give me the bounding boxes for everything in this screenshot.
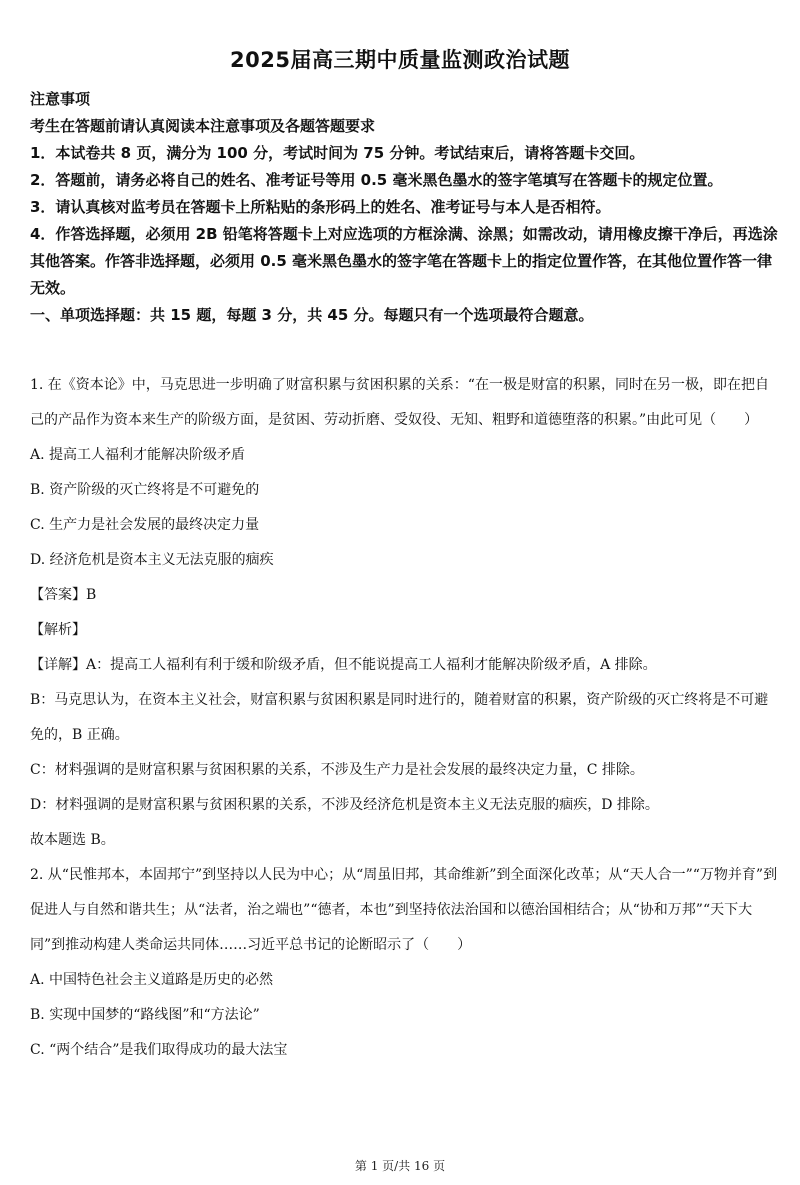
question-2-option-c: C. “两个结合”是我们取得成功的最大法宝 [30, 1042, 288, 1058]
question-1-explanation-b: B：马克思认为，在资本主义社会，财富积累与贫困积累是同时进行的，随着财富的积累，资产阶级的灭亡终将是不可避免的，B 正确。 [30, 692, 769, 743]
question-1-option-c: C. 生产力是社会发展的最终决定力量 [30, 517, 260, 533]
question-2-option-a: A. 中国特色社会主义道路是历史的必然 [30, 972, 274, 988]
notice-item-1: 1．本试卷共 8 页，满分为 100 分，考试时间为 75 分钟。考试结束后，请将答题卡交回。 [30, 144, 645, 162]
page-footer: 第 1 页/共 16 页 [354, 1159, 446, 1173]
page-title: 2025届高三期中质量监测政治试题 [230, 48, 570, 72]
question-1-answer: 【答案】B [30, 587, 97, 603]
question-1-conclusion: 故本题选 B。 [30, 832, 115, 848]
section-heading: 一、单项选择题：共 15 题，每题 3 分，共 45 分。每题只有一个选项最符合题意。 [30, 306, 594, 324]
questions [30, 368, 778, 1068]
question-1-option-b: B. 资产阶级的灭亡终将是不可避免的 [30, 482, 260, 498]
notice-item-2: 2．答题前，请务必将自己的姓名、准考证号等用 0.5 毫米黑色墨水的签字笔填写在答题卡的规定位置。 [30, 171, 723, 189]
notice-heading: 注意事项 [30, 90, 91, 108]
question-2-stem: 2. 从“民惟邦本，本固邦宁”到坚持以人民为中心；从“周虽旧邦，其命维新”到全面深化改革；从“天人合一”“万物并育”到促进人与自然和谐共生；从“法者，治之端也”“德者，本也”到坚持依法治国和以德治国相结合；从“协和万邦”“天下大同”到推动构建人类命运共同体……习近平总书记的论断昭示了（ ） [30, 867, 778, 953]
notice-intro: 考生在答题前请认真阅读本注意事项及各题答题要求 [30, 117, 376, 135]
question-1-option-d: D. 经济危机是资本主义无法克服的痼疾 [30, 552, 274, 568]
question-1-explanation-a: 【详解】A：提高工人福利有利于缓和阶级矛盾，但不能说提高工人福利才能解决阶级矛盾，A 排除。 [30, 657, 657, 673]
question-2-option-b: B. 实现中国梦的“路线图”和“方法论” [30, 1007, 260, 1023]
question-1-explanation-c: C：材料强调的是财富积累与贫困积累的关系，不涉及生产力是社会发展的最终决定力量，C 排除。 [30, 762, 644, 778]
question-1-stem: 1. 在《资本论》中，马克思进一步明确了财富积累与贫困积累的关系：“在一极是财富的积累，同时在另一极，即在把自己的产品作为资本来生产的阶级方面，是贫困、劳动折磨、受奴役、无知、粗野和道德堕落的积累。”由此可见（ ） [30, 377, 769, 428]
notice-item-3: 3．请认真核对监考员在答题卡上所粘贴的条形码上的姓名、准考证号与本人是否相符。 [30, 198, 611, 216]
notice-block [30, 86, 778, 329]
notice-item-4: 4．作答选择题，必须用 2B 铅笔将答题卡上对应选项的方框涂满、涂黑；如需改动，请用橡皮擦干净后，再选涂其他答案。作答非选择题，必须用 0.5 毫米黑色墨水的签字笔在答题卡上的指定位置作答，在其他位置作答一律无效。 [30, 225, 778, 297]
question-1-explanation-d: D：材料强调的是财富积累与贫困积累的关系，不涉及经济危机是资本主义无法克服的痼疾，D 排除。 [30, 797, 659, 813]
question-1-option-a: A. 提高工人福利才能解决阶级矛盾 [30, 447, 246, 463]
question-1-analysis-label: 【解析】 [30, 622, 86, 638]
